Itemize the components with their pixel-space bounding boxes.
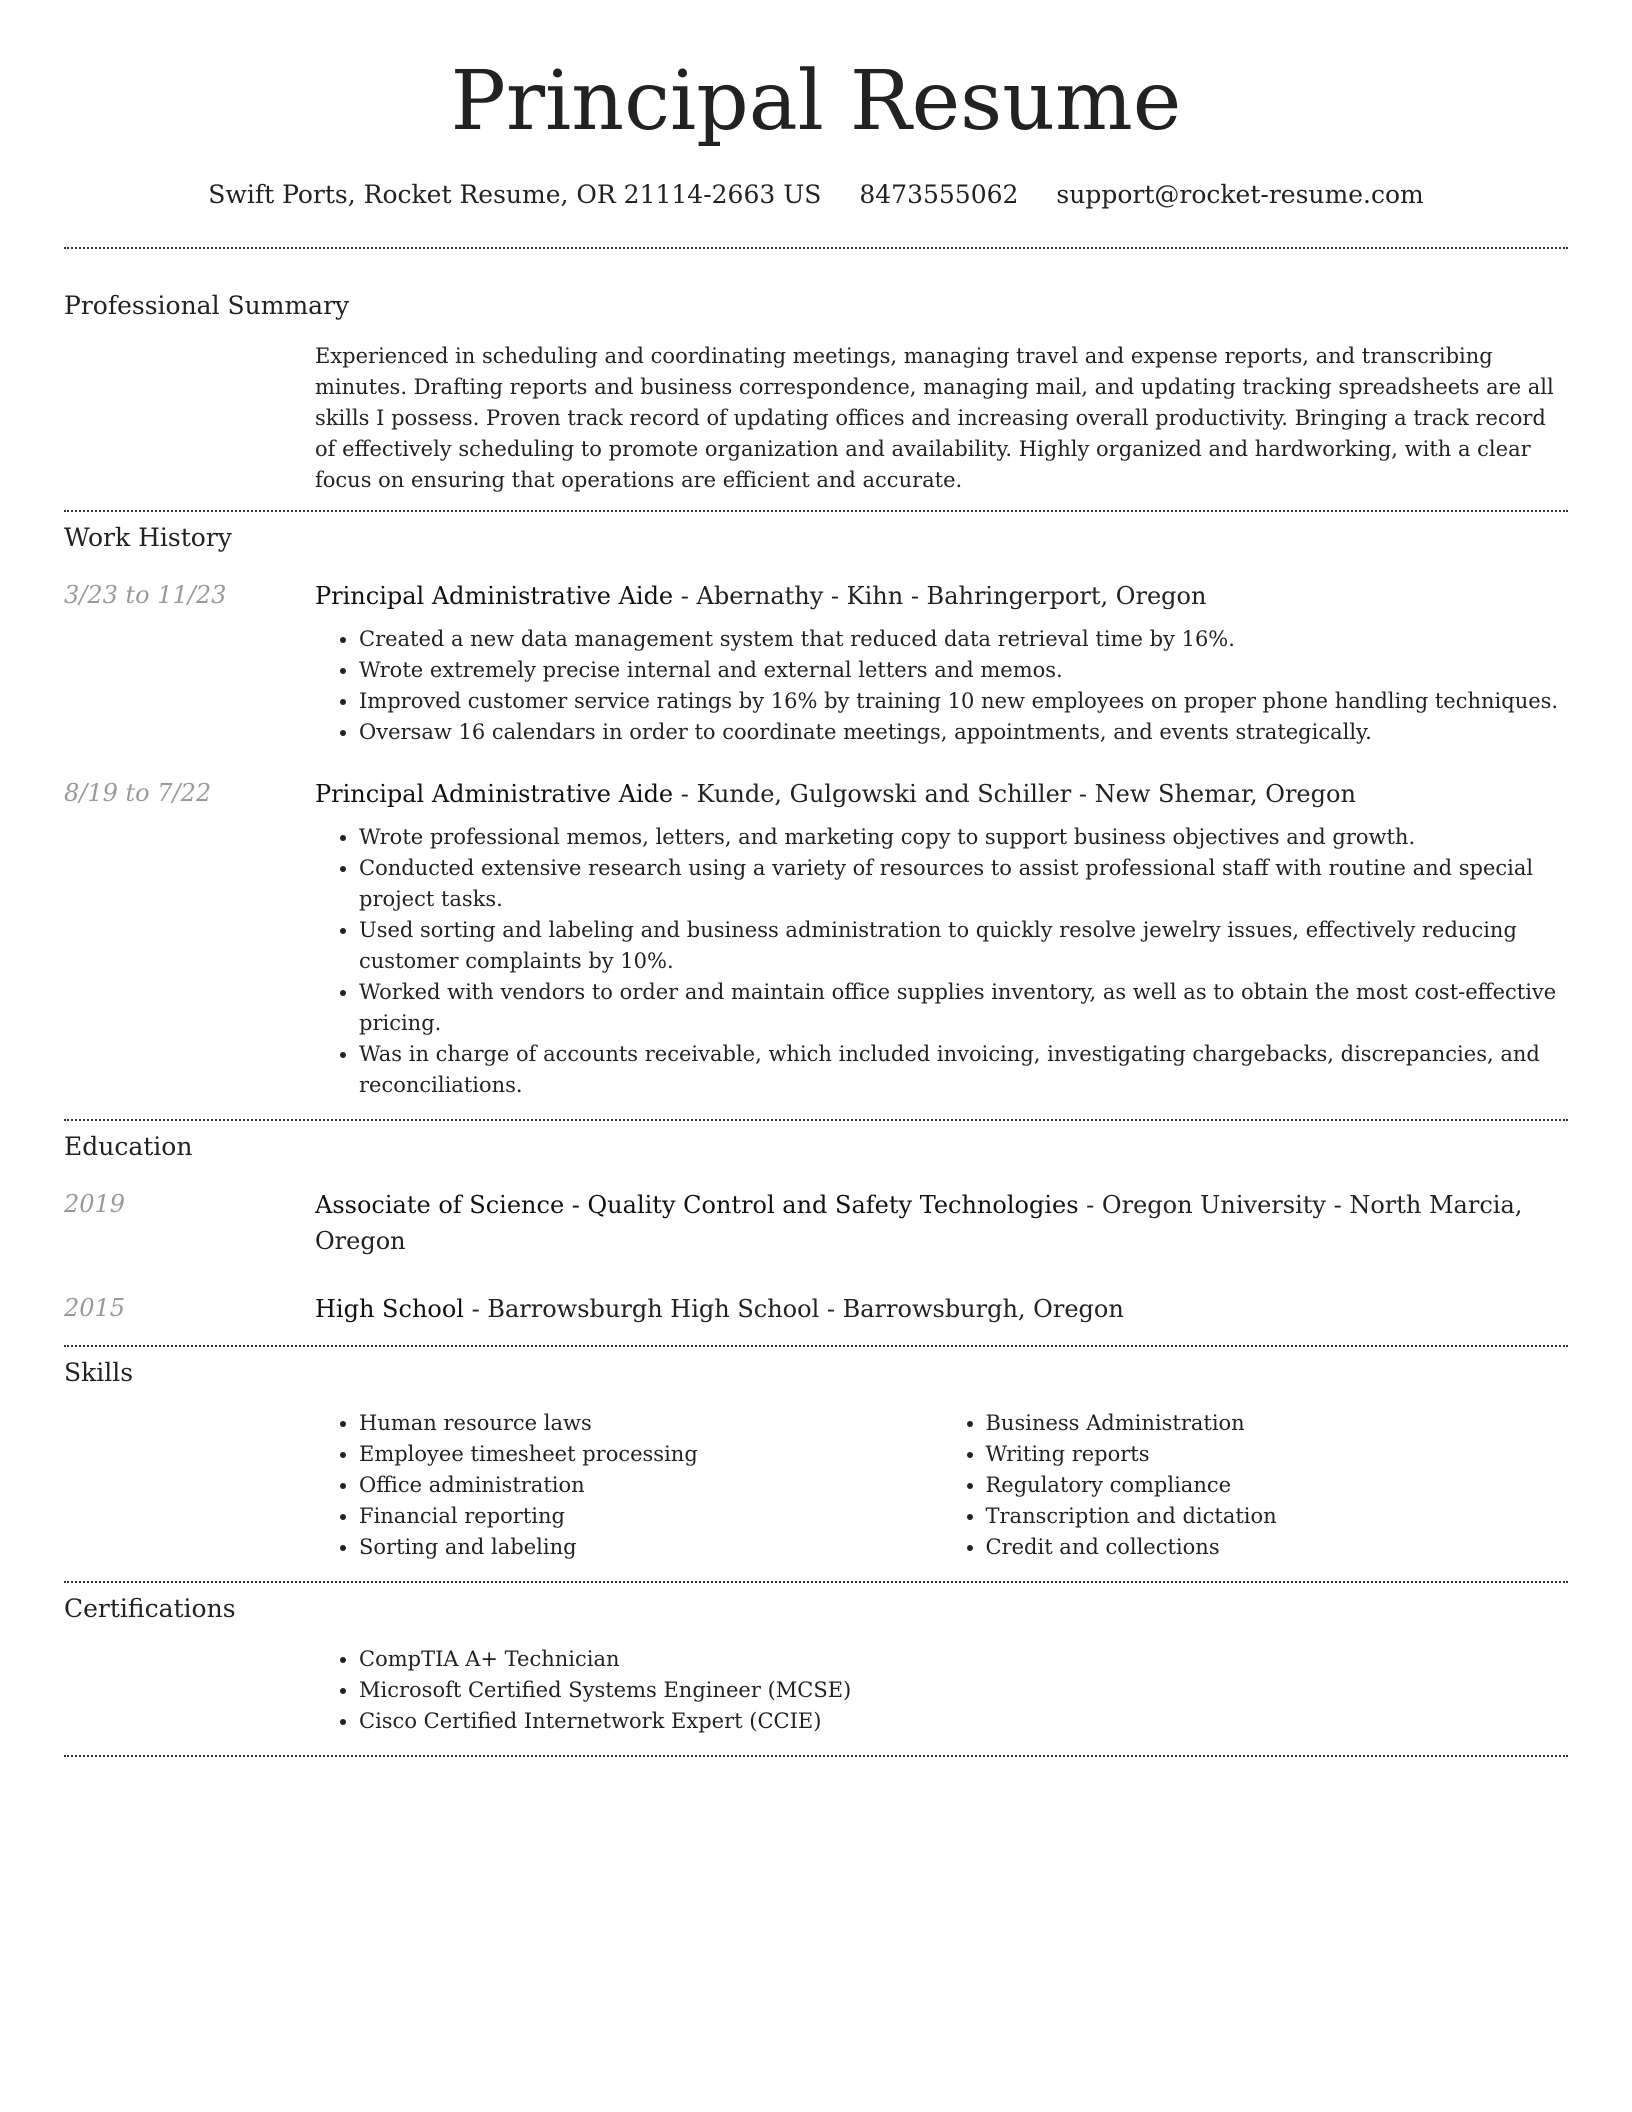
list-item: • Worked with vendors to order and maintain office supplies inventory, as well as to obtain the most cost-effective pricing. [359, 977, 1568, 1039]
list-item: • Office administration [359, 1470, 942, 1501]
section-title-work: Work History [64, 523, 232, 552]
skills-row [64, 1408, 1568, 1563]
skills-section [64, 1347, 1568, 1563]
education-year: 2015 [64, 1294, 126, 1322]
list-item: • Microsoft Certified Systems Engineer (MCSE) [359, 1675, 1568, 1706]
list-item: • Oversaw 16 calendars in order to coordinate meetings, appointments, and events strategically. [359, 717, 1568, 748]
education-entry [64, 1291, 1568, 1327]
job-role: Principal Administrative Aide [315, 582, 674, 610]
work-section [64, 512, 1568, 1101]
certifications-section [64, 1583, 1568, 1737]
skills-list [942, 1408, 1569, 1563]
education-year: 2019 [64, 1190, 126, 1218]
list-item: • Wrote professional memos, letters, and marketing copy to support business objectives and growth. [359, 822, 1568, 853]
skills-list [315, 1408, 942, 1563]
summary-row [64, 341, 1568, 496]
section-title-certifications: Certifications [64, 1594, 236, 1623]
resume-header [64, 0, 1568, 212]
list-item: • Created a new data management system that reduced data retrieval time by 16%. [359, 624, 1568, 655]
job-entry [64, 776, 1568, 1101]
education-section [64, 1121, 1568, 1327]
list-item: • Business Administration [986, 1408, 1569, 1439]
candidate-name: Principal Resume [450, 54, 1182, 149]
certifications-row [64, 1644, 1568, 1737]
contact-line [64, 178, 1568, 212]
list-item: • Writing reports [986, 1439, 1569, 1470]
list-item: • Improved customer service ratings by 16% by training 10 new employees on proper phone handling techniques. [359, 686, 1568, 717]
list-item: • Financial reporting [359, 1501, 942, 1532]
job-entry [64, 578, 1568, 748]
contact-email: support@rocket-resume.com [1056, 180, 1424, 209]
list-item: • Human resource laws [359, 1408, 942, 1439]
summary-section [64, 249, 1568, 496]
list-item: • Cisco Certified Internetwork Expert (CCIE) [359, 1706, 1568, 1737]
job-dates: 8/19 to 7/22 [64, 779, 212, 807]
job-bullets [315, 624, 1568, 748]
section-title-education: Education [64, 1132, 193, 1161]
list-item: • Regulatory compliance [986, 1470, 1569, 1501]
certifications-list [315, 1644, 1568, 1737]
job-title [315, 578, 1568, 614]
education-degree: High School [315, 1295, 464, 1323]
list-item: • Conducted extensive research using a variety of resources to assist professional staff with routine and special project tasks. [359, 853, 1568, 915]
section-title-summary: Professional Summary [64, 291, 350, 320]
education-details: - Barrowsburgh High School - Barrowsburgh, Oregon [463, 1295, 1124, 1323]
list-item: • Credit and collections [986, 1532, 1569, 1563]
job-dates: 3/23 to 11/23 [64, 581, 227, 609]
job-title [315, 776, 1568, 812]
list-item: • Wrote extremely precise internal and external letters and memos. [359, 655, 1568, 686]
list-item: • Employee timesheet processing [359, 1439, 942, 1470]
list-item: • Was in charge of accounts receivable, which included invoicing, investigating chargebacks, discrepancies, and reconciliations. [359, 1039, 1568, 1101]
education-details: - Oregon University - North Marcia, Oregon [315, 1191, 1523, 1255]
list-item: • Used sorting and labeling and business administration to quickly resolve jewelry issues, effectively reducing customer complaints by 10%. [359, 915, 1568, 977]
contact-phone: 8473555062 [859, 180, 1019, 209]
job-details: - Kunde, Gulgowski and Schiller - New Shemar, Oregon [673, 780, 1356, 808]
section-title-skills: Skills [64, 1358, 134, 1387]
education-title [315, 1291, 1568, 1327]
contact-address: Swift Ports, Rocket Resume, OR 21114-2663 US [208, 180, 822, 209]
list-item: • CompTIA A+ Technician [359, 1644, 1568, 1675]
job-bullets [315, 822, 1568, 1101]
job-details: - Abernathy - Kihn - Bahringerport, Oregon [673, 582, 1207, 610]
education-title [315, 1187, 1568, 1259]
summary-text: Experienced in scheduling and coordinating meetings, managing travel and expense reports, and transcribing minutes. Drafting reports and business correspondence, managing mail, and updating tracking spreadsheets are all skills I possess. Proven track record of updating offices and increasing overall productivity. Bringing a track record of effectively scheduling to promote organization and availability. Highly organized and hardworking, with a clear focus on ensuring that operations are efficient and accurate. [315, 344, 1554, 492]
education-entry [64, 1187, 1568, 1259]
divider [64, 1755, 1568, 1757]
education-degree: Associate of Science - Quality Control and Safety Technologies [315, 1191, 1079, 1219]
job-role: Principal Administrative Aide [315, 780, 674, 808]
list-item: • Sorting and labeling [359, 1532, 942, 1563]
list-item: • Transcription and dictation [986, 1501, 1569, 1532]
